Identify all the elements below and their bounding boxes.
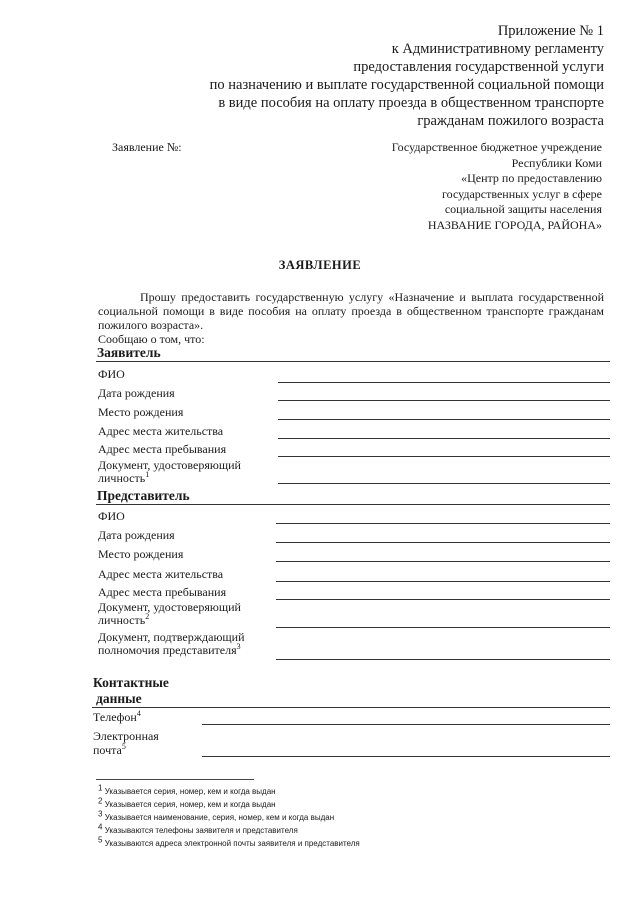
footnote-number: 3 (98, 809, 103, 819)
section-divider (96, 361, 610, 362)
applicant-birthplace-line[interactable] (278, 419, 610, 420)
application-number-label: Заявление №: (112, 140, 182, 154)
representative-authority-line[interactable] (276, 659, 610, 660)
addressee-line: «Центр по предоставлению (461, 171, 602, 185)
applicant-residence-line[interactable] (278, 438, 610, 439)
request-paragraph (98, 290, 604, 346)
representative-birthplace-line[interactable] (276, 561, 610, 562)
applicant-birthdate-line[interactable] (278, 400, 610, 401)
header-line: по назначению и выплате государственной социальной помощи (209, 77, 604, 93)
applicant-birthdate-label: Дата рождения (98, 386, 175, 400)
contacts-heading (93, 675, 169, 707)
representative-birthplace-label: Место рождения (98, 547, 184, 561)
applicant-id-label (98, 459, 241, 485)
applicant-id-line[interactable] (278, 483, 610, 484)
representative-authority-label-line2 (98, 644, 245, 657)
footnote-text: Указывается серия, номер, кем и когда выдан (104, 787, 276, 796)
representative-birthdate-label: Дата рождения (98, 528, 175, 542)
applicant-residence-label: Адрес места жительства (98, 424, 224, 438)
footnote-number: 4 (98, 822, 103, 832)
footnote (98, 783, 276, 797)
email-label-line2 (93, 743, 159, 757)
phone-label (93, 711, 141, 724)
applicant-id-label-line2 (98, 472, 241, 485)
footnote-number: 2 (98, 796, 103, 806)
representative-id-label-line1: Документ, удостоверяющий (98, 600, 241, 614)
section-divider (96, 504, 610, 505)
footnote (98, 822, 298, 836)
representative-id-label-text: личность (98, 613, 146, 627)
footnote-text: Указываются телефоны заявителя и представителя (104, 826, 298, 835)
footnote-number: 5 (98, 835, 103, 845)
footnote-number: 1 (98, 783, 103, 793)
email-label (93, 729, 159, 757)
phone-label-text: Телефон (93, 710, 137, 724)
representative-id-label (98, 601, 241, 627)
representative-id-line[interactable] (276, 627, 610, 628)
representative-authority-label-text: полномочия представителя (98, 643, 237, 657)
applicant-stay-label: Адрес места пребывания (98, 442, 227, 456)
representative-fio-line[interactable] (276, 523, 610, 524)
email-line[interactable] (202, 756, 610, 757)
header-line: в виде пособия на оплату проезда в общественном транспорте (218, 95, 604, 111)
header-line: Приложение № 1 (497, 23, 604, 39)
footnote-mark: 3 (236, 642, 241, 651)
footnote-mark: 4 (136, 709, 141, 718)
section-divider (92, 707, 610, 708)
footnote-text: Указывается серия, номер, кем и когда выдан (104, 800, 276, 809)
representative-birthdate-line[interactable] (276, 542, 610, 543)
representative-residence-label: Адрес места жительства (98, 567, 224, 581)
footnote-mark: 5 (121, 742, 126, 751)
applicant-birthplace-label: Место рождения (98, 405, 184, 419)
header-line: к Административному регламенту (391, 41, 604, 57)
applicant-id-label-line1: Документ, удостоверяющий (98, 458, 241, 472)
email-label-line1: Электронная (93, 729, 159, 743)
addressee-line: НАЗВАНИЕ ГОРОДА, РАЙОНА» (427, 217, 602, 232)
representative-stay-line[interactable] (276, 599, 610, 600)
representative-authority-label-line1: Документ, подтверждающий (98, 630, 245, 644)
representative-fio-label: ФИО (98, 509, 125, 523)
contacts-heading-line1: Контактные (93, 675, 169, 690)
applicant-id-label-text: личность (98, 471, 146, 485)
footnote (98, 809, 335, 823)
footnote-text: Указывается наименование, серия, номер, кем и когда выдан (104, 813, 335, 822)
addressee-line: государственных услуг в сфере (442, 186, 602, 201)
representative-stay-label: Адрес места пребывания (98, 585, 227, 599)
phone-line[interactable] (202, 724, 610, 725)
request-text: Прошу предоставить государственную услугу «Назначение и выплата государственной социальной помощи в виде пособия на оплату проезда в общественном транспорте гражданам пожилого возраста». (98, 290, 604, 332)
addressee-line: Республики Коми (511, 155, 602, 170)
footnote (98, 835, 360, 849)
footnote (98, 796, 276, 810)
inform-text: Сообщаю о том, что: (98, 332, 205, 346)
header-line: предоставления государственной услуги (353, 59, 604, 75)
representative-id-label-line2 (98, 614, 241, 627)
document-title: ЗАЯВЛЕНИЕ (278, 258, 362, 272)
applicant-fio-label: ФИО (98, 367, 125, 381)
applicant-fio-line[interactable] (278, 382, 610, 383)
representative-residence-line[interactable] (276, 581, 610, 582)
email-label-text: почта (93, 743, 122, 757)
appendix-header (210, 22, 604, 130)
applicant-heading: Заявитель (97, 345, 161, 360)
representative-heading: Представитель (97, 488, 190, 503)
footnote-mark: 1 (145, 470, 150, 479)
applicant-stay-line[interactable] (278, 456, 610, 457)
footnote-separator (96, 779, 254, 780)
representative-authority-label (98, 631, 245, 657)
footnote-mark: 2 (145, 612, 150, 621)
addressee-line: Государственное бюджетное учреждение (391, 140, 602, 154)
header-line: гражданам пожилого возраста (417, 113, 604, 129)
contacts-heading-line2: данные (96, 691, 142, 706)
addressee-block (392, 140, 602, 233)
addressee-line: социальной защиты населения (444, 202, 602, 216)
footnote-text: Указываются адреса электронной почты заявителя и представителя (104, 839, 360, 848)
